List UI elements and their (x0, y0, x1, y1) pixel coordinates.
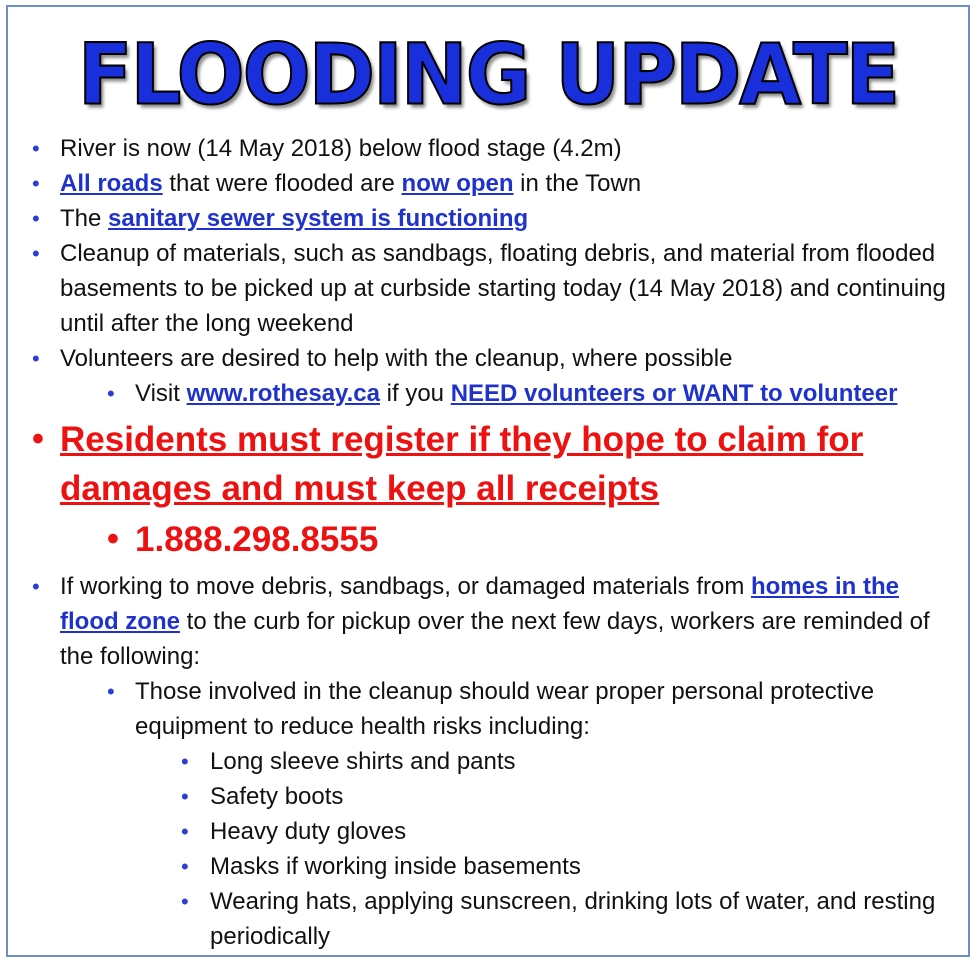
sewer-text: The (60, 205, 109, 232)
roads-end-text: in the Town (513, 170, 642, 197)
rothesay-website-link[interactable]: www.rothesay.ca (186, 380, 380, 407)
river-text: River is now (14 May 2018) below flood stage (4.2m) (60, 135, 622, 162)
flood-zone-link[interactable]: homes in the flood zone (60, 573, 900, 635)
working-text: If working to move debris, sandbags, or damaged materials from (60, 573, 751, 600)
sewer-system-link[interactable]: sanitary sewer system is functioning (108, 205, 529, 232)
register-alert-text: Residents must register if they hope to claim for damages and must keep all receipts (60, 420, 864, 508)
list-item-phone (8, 513, 968, 569)
ppe-list-item (8, 884, 968, 954)
list-item-sewer (8, 201, 968, 236)
ppe-item-text: Long sleeve shirts and pants (210, 748, 516, 775)
bullet-icon: • (32, 241, 40, 266)
bullet-icon: • (32, 136, 40, 161)
ppe-list-item (8, 779, 968, 814)
list-item-visit (8, 376, 968, 411)
volunteers-text: Volunteers are desired to help with the cleanup, where possible (60, 345, 733, 372)
cleanup-text: Cleanup of materials, such as sandbags, floating debris, and material from flooded basements to be picked up at curbside starting today (14 May 2018) and continuing until after the long weekend (60, 240, 946, 337)
bullet-icon: • (181, 854, 189, 879)
bullet-icon: • (107, 679, 115, 704)
visit-text: Visit (135, 380, 187, 407)
bullet-icon: • (181, 889, 189, 914)
ppe-item-text: Masks if working inside basements (210, 853, 581, 880)
notice-frame (6, 5, 970, 957)
ppe-text: Those involved in the cleanup should wear proper personal protective equipment to reduce health risks including: (135, 678, 875, 740)
list-item-river (8, 131, 968, 166)
bullet-icon: • (32, 206, 40, 231)
ppe-list-item (8, 744, 968, 779)
bullet-icon: • (107, 520, 119, 558)
page-title: FLOODING UPDATE (77, 25, 899, 124)
ppe-list-item (8, 814, 968, 849)
list-item-ppe (8, 674, 968, 744)
bullet-icon: • (181, 819, 189, 844)
ppe-list-item (8, 849, 968, 884)
working-end-text: to the curb for pickup over the next few days, workers are reminded of the following: (60, 608, 930, 670)
ppe-item-text: Safety boots (210, 783, 344, 810)
bullet-icon: • (107, 381, 115, 406)
bullet-icon: • (181, 749, 189, 774)
list-item-register (8, 411, 968, 513)
ppe-item-text: Wearing hats, applying sunscreen, drinking lots of water, and resting periodically (210, 888, 936, 950)
bullet-icon: • (32, 420, 44, 458)
list-item-working (8, 569, 968, 674)
roads-text: that were flooded are (162, 170, 402, 197)
now-open-link[interactable]: now open (401, 170, 514, 197)
bullet-icon: • (32, 574, 40, 599)
volunteer-link[interactable]: NEED volunteers or WANT to volunteer (450, 380, 898, 407)
update-list (8, 131, 968, 954)
ppe-item-text: Heavy duty gloves (210, 818, 407, 845)
list-item-roads (8, 166, 968, 201)
visit-mid-text: if you (379, 380, 451, 407)
bullet-icon: • (32, 171, 40, 196)
all-roads-link[interactable]: All roads (60, 170, 163, 197)
bullet-icon: • (181, 784, 189, 809)
list-item-volunteers (8, 341, 968, 376)
bullet-icon: • (32, 346, 40, 371)
phone-number: 1.888.298.8555 (135, 520, 379, 559)
list-item-cleanup (8, 236, 968, 341)
